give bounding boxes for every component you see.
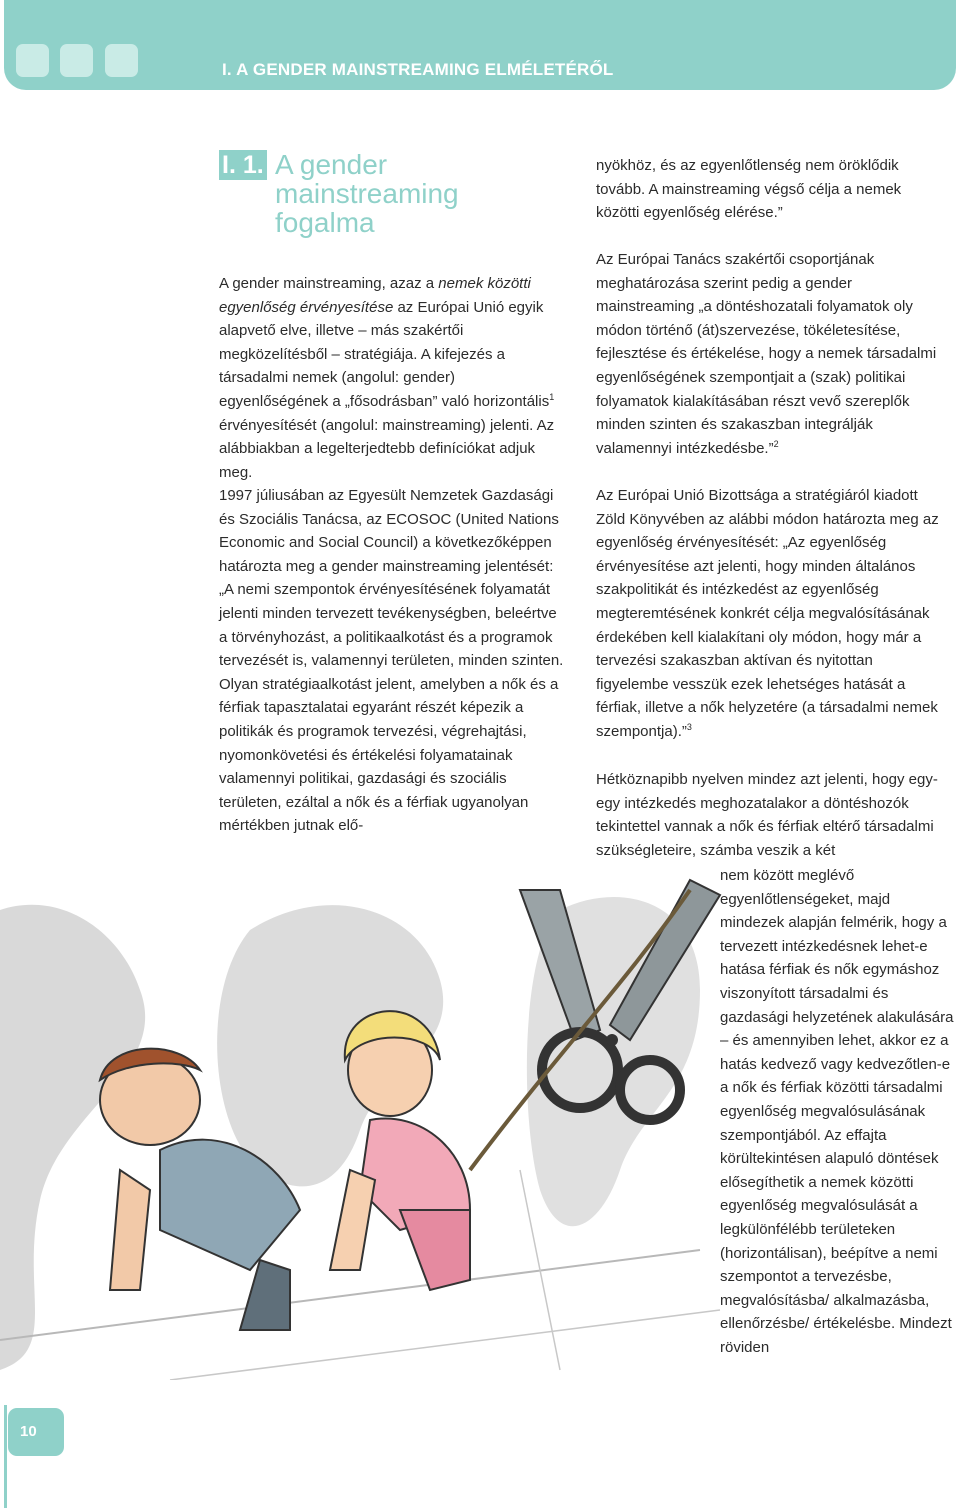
continued-paragraph: nyökhöz, és az egyenlőtlenség nem öröklődik tovább. A mainstreaming végső célja a nemek közötti egyenlőség elérése.” [596,157,902,222]
footnote-ref: 3 [686,721,692,732]
ecosoc-paragraph: 1997 júliusában az Egyesült Nemzetek Gazdasági és Szociális Tanácsa, az ECOSOC (United Nations Economic and Social Council) a következőképpen határozta meg a gender mainstreaming jelentését: „A nemi szempontok érvényesítésének folyamatát jelenti minden tervezett tevékenységben, beleértve a törvényhozást, a politikaalkotást és a programok tervezését is, valamennyi területen, minden szinten. Olyan stratégiaalkotást jelent, amelyben a nők és a férfiak tapasztalatai egyaránt részét képezik a politikák és programok tervezési, végrehajtási, nyomonkövetési és értékelési folyamatainak valamennyi politikai, gazdasági és szociális területen, ezáltal a nők és a férfiak ugyanolyan mértékben jutnak elő- [219,487,564,835]
chapter-title: I. A GENDER MAINSTREAMING ELMÉLETÉRŐL [222,60,614,79]
plain-language-paragraph: Hétköznapibb nyelven mindez azt jelenti, hogy egy-egy intézkedés meghozatalakor a döntéshozók tekintettel vannak a nők és férfiak eltérő társadalmi szükségleteire, számba veszik a két [596,771,938,859]
page-edge-line [4,1405,7,1508]
footnote-ref: 2 [773,438,779,449]
section-title: A gender mainstreaming fogalma [275,149,459,238]
commission-paragraph: Az Európai Unió Bizottsága a stratégiáról kiadott Zöld Könyvében az alábbi módon határozta meg az egyenlőség érvényesítését: „Az egyenlőség érvényesítése azt jelenti, hogy minden általános szakpolitikát és intézkedést az egyenlőség megteremtésének konkrét célja megvalósításának érdekében kell kialakítani oly módon, hogy már a tervezési szakaszban aktívan és nyitottan figyelembe vesszük ezek lehetséges hatását a férfiak, illetve a nők helyzetére (a társadalmi nemek szempontja).”$^3$ [596,487,939,740]
page-number: 10 [8,1408,64,1456]
wrapped-paragraph: nem között meglévő egyenlőtlenségeket, majd mindezek alapján felmérik, hogy a tervezett intézkedésnek lehet-e hatása férfiak és nők egymáshoz viszonyított társadalmi és gazdasági helyzetének alakulására – és amennyiben lehet, akkor ez a hatás kedvező vagy kedvezőtlen-e a nők és férfiak közötti társadalmi egyenlőség megvalósulásának szempontjából. Az effajta körültekintésen alapuló döntések elősegíthetik a nemek közötti egyenlőség megvalósulását a legkülönfélébb területeken (horizontálisan), beépítve a nemi szempontot a tervezésbe, megvalósításba/ alkalmazásba, ellenőrzésbe/ értékelésbe. Mindezt röviden [720,867,954,1356]
footnote-ref: 1 [549,391,555,402]
header-square-icon [60,44,93,77]
header-square-icon [16,44,49,77]
chapter-header [4,0,956,90]
council-paragraph: Az Európai Tanács szakértői csoportjának meghatározása szerint pedig a gender mainstreaming „a döntéshozatali folyamatok oly módon történő (át)szervezése, tökéletesítése, fejlesztése és értékelése, hogy a nemek társadalmi egyenlőségének szempontjait a (szak) politikai folyamatok kialakításában részt vevő szereplők minden szinten és szakaszban integrálják valamennyi intézkedésbe.”$^2$ [596,251,937,457]
section-number: I. 1. [219,150,267,180]
header-square-icon [105,44,138,77]
intro-paragraph: A gender mainstreaming, azaz a nemek közötti egyenlőség érvényesítése az Európai Unió egyik alapvető elve, illetve – más szakértői megközelítésből – stratégiája. A kifejezés a társadalmi nemek (angolul: gender) egyenlőségének a „fősodrásban” való horizontális$^1$ érvényesítését (angolul: mainstreaming) jelenti. Az alábbiakban a legelterjedtebb definíciókat adjuk meg. [219,275,555,481]
